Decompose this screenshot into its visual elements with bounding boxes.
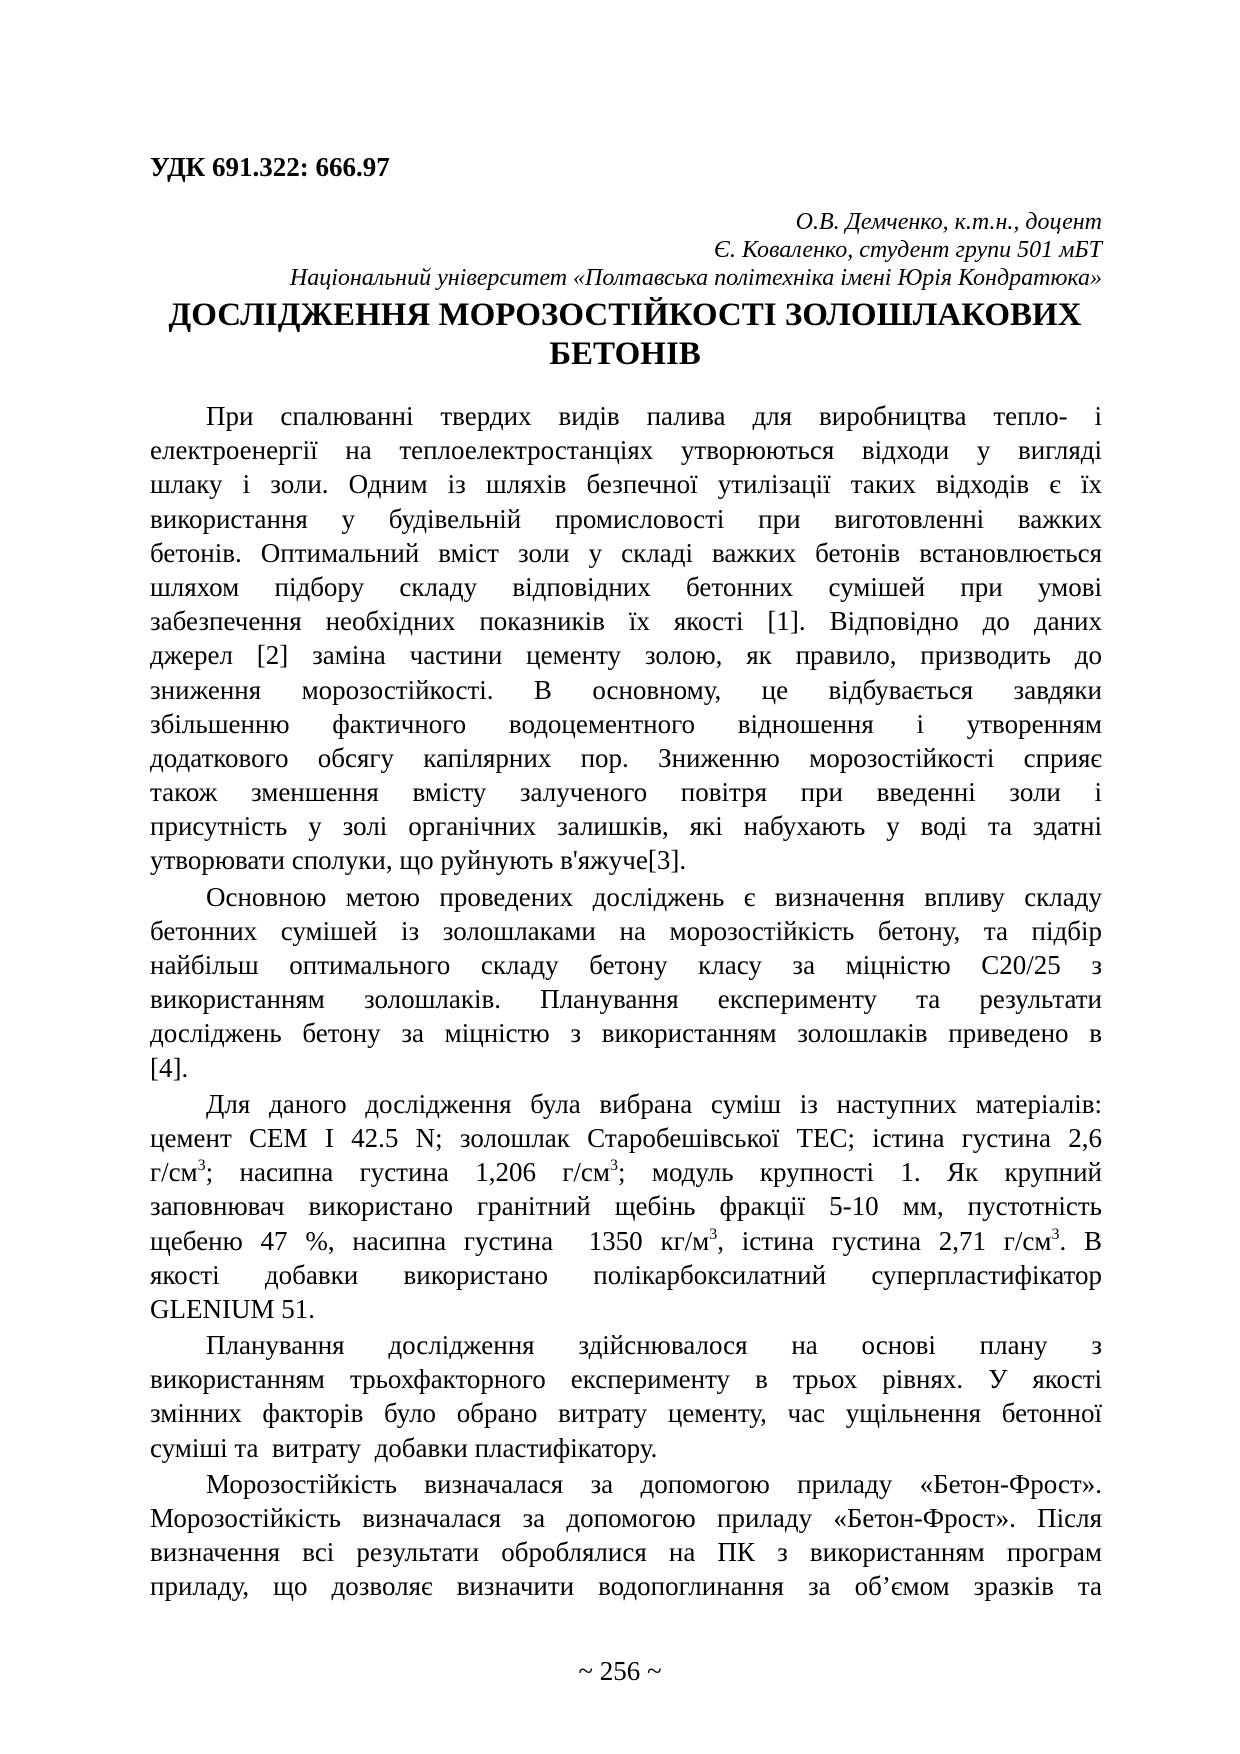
text-line: GLENIUM 51. <box>150 1293 315 1324</box>
text-line <box>150 1224 1102 1258</box>
text-line: використанням золошлаків. Планування експерименту та результати <box>150 984 1102 1015</box>
text-line: Основною метою проведених досліджень є визначення впливу складу <box>206 881 1102 912</box>
paragraph <box>150 1467 1102 1604</box>
text-line: [4]. <box>150 1052 189 1083</box>
text-line: Планування дослідження здійснювалося на основі плану з <box>206 1330 1102 1361</box>
superscript: 3 <box>709 1225 718 1243</box>
text-line: При спалюванні твердих видів палива для виробництва тепло- і <box>206 401 1102 431</box>
article-title <box>150 296 1100 374</box>
text-line: найбільш оптимального складу бетону класу за міцністю С20/25 з <box>150 950 1102 980</box>
text-line: також зменшення вмісту залученого повітря при введенні золи і <box>150 777 1102 808</box>
author-2: Є. Коваленко, студент групи 501 мБТ <box>713 237 1102 263</box>
text-line: досліджень бетону за міцністю з використанням золошлаків приведено в <box>150 1018 1102 1049</box>
title-line-1: ДОСЛІДЖЕННЯ МОРОЗОСТІЙКОСТІ ЗОЛОШЛАКОВИХ <box>168 297 1082 333</box>
text-segment: ; насипна густина 1,206 г/см <box>205 1157 610 1188</box>
text-line: забезпечення необхідних показників їх якості [1]. Відповідно до даних <box>150 606 1102 637</box>
text-line: використання у будівельній промисловості при виготовленні важких <box>150 503 1102 534</box>
text-line: шляхом підбору складу відповідних бетонних сумішей при умові <box>150 571 1102 602</box>
text-line: використанням трьохфакторного експерименту в трьох рівнях. У якості <box>150 1364 1102 1395</box>
text-line: заповнювач використано гранітний щебінь фракції 5-10 мм, пустотність <box>150 1191 1102 1222</box>
superscript: 3 <box>197 1157 206 1175</box>
author-block <box>290 208 1102 292</box>
text-segment: . В <box>1059 1225 1102 1256</box>
title-line-2: БЕТОНІВ <box>549 336 701 372</box>
text-line: збільшенню фактичного водоцементного відношення і утворенням <box>150 708 1102 739</box>
text-line: приладу, що дозволяє визначити водопоглинання за об’ємом зразків та <box>150 1571 1102 1602</box>
text-line: шлаку і золи. Одним із шляхів безпечної утилізації таких відходів є їх <box>150 469 1102 500</box>
text-line: утворювати сполуки, що руйнують в'яжуче[3]. <box>150 845 687 876</box>
text-segment: ; модуль крупності 1. Як крупний <box>618 1157 1103 1188</box>
text-line: бетонних сумішей із золошлаками на морозостійкість бетону, та підбір <box>150 915 1102 946</box>
text-line: присутність у золі органічних залишків, які набухають у воді та здатні <box>150 811 1102 842</box>
text-line <box>150 1155 1102 1189</box>
paragraph <box>150 880 1102 1085</box>
text-line: Морозостійкість визначалася за допомогою приладу «Бетон-Фрост». Після <box>150 1503 1102 1533</box>
paragraph <box>150 1087 1102 1326</box>
text-segment: , істина густина 2,71 г/см <box>717 1225 1052 1256</box>
text-line: Для даного дослідження була вибрана суміш із наступних матеріалів: <box>206 1088 1102 1119</box>
text-line: зниження морозостійкості. В основному, це відбувається завдяки <box>150 674 1102 705</box>
text-line: електроенергії на теплоелектростанціях утворюються відходи у вигляді <box>150 435 1102 466</box>
text-line: якості добавки використано полікарбоксилатний суперпластифікатор <box>150 1259 1102 1290</box>
text-segment: щебеню 47 %, насипна густина 1350 кг/м <box>150 1225 710 1256</box>
text-line: бетонів. Оптимальний вміст золи у складі важких бетонів встановлюється <box>150 537 1102 568</box>
text-line: джерел [2] заміна частини цементу золою, як правило, призводить до <box>150 640 1102 671</box>
text-line: додаткового обсягу капілярних пор. Зниженню морозостійкості сприяє <box>150 742 1102 773</box>
text-line: Морозостійкість визначалася за допомогою приладу «Бетон-Фрост». <box>206 1468 1102 1499</box>
superscript: 3 <box>610 1157 618 1175</box>
page-number: ~ 256 ~ <box>578 1656 662 1686</box>
text-line: цемент CEM I 42.5 N; золошлак Старобешівської ТЕС; істина густина 2,6 <box>150 1122 1102 1153</box>
text-line: суміші та витрату добавки пластифікатору. <box>150 1432 658 1463</box>
text-segment: г/см <box>150 1157 198 1188</box>
text-line: визначення всі результати оброблялися на ПК з використанням програм <box>150 1537 1102 1568</box>
paragraph <box>150 399 1102 878</box>
author-1: О.В. Демченко, к.т.н., доцент <box>795 209 1102 235</box>
paragraph <box>150 1328 1102 1465</box>
article-body <box>150 397 1102 1604</box>
udc-code: УДК 691.322: 666.97 <box>150 152 390 182</box>
affiliation: Національний університет «Полтавська політехніка імені Юрія Кондратюка» <box>289 265 1102 291</box>
superscript: 3 <box>1051 1225 1060 1243</box>
text-line: змінних факторів було обрано витрату цементу, час ущільнення бетонної <box>150 1398 1102 1429</box>
